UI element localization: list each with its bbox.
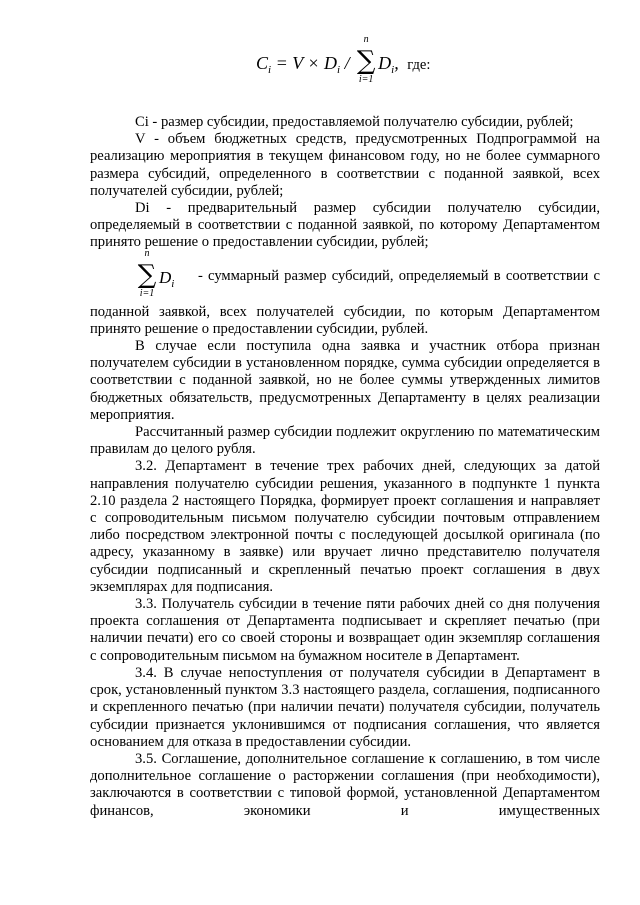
sigma-symbol-icon: ∑ [356, 46, 376, 76]
sum-text-first: - суммарный размер субсидий, определяемый в соответствии с [198, 267, 600, 284]
paragraph-single-application: В случае если поступила одна заявка и участник отбора признан получателем субсидии в установленном порядке, сумма субсидии определяется в соответствии с поданной заявкой, но не более суммы утвержденных лимитов бюджетных обязательств, предусмотренных Департаменту в целях реализации мероприятия. [90, 338, 600, 423]
sum-var: D [159, 267, 172, 287]
formula-body-2: D [378, 53, 392, 73]
paragraph-3-2: 3.2. Департамент в течение трех рабочих дней, следующих за датой направления получателю субсидии решения, указанного в подпункте 1 пункта 2.10 раздела 2 настоящего Порядка, формирует проект соглашения и направляет с сопроводительным письмом получателю субсидии почтовым отправлением либо посредством электронной почты с последующей досылкой оригинала (по адресу, указанному в заявке) или вручает лично представителю получателя субсидии подписанный и скрепленный печатью проект соглашения в двух экземплярах для подписания. [90, 458, 600, 595]
sum-var-sub: i [171, 277, 175, 290]
paragraph-3-3: 3.3. Получатель субсидии в течение пяти рабочих дней со дня получения проекта соглашения от Департамента подписывает и скрепляет печатью (при наличии печати) его со своей стороны и возвращает один экземпляр соглашения с сопроводительным письмом на бумажном носителе в Департамент. [90, 596, 600, 664]
formula-body-1: = V × D [271, 53, 338, 73]
sum-text-rest: поданной заявкой, всех получателей субсидии, по которым Департаментом принято решение о предоставлении субсидии, рублей. [90, 303, 600, 337]
formula-sigma-top: n [363, 34, 369, 45]
paragraph-3-4: 3.4. В случае непоступления от получателя субсидии в Департамент в срок, установленный пунктом 3.3 настоящего раздела, соглашения, подписанного и скрепленного печатью (при наличии печати) получателя субсидии, получатель субсидии признается уклонившимся от подписания соглашения, что является основанием для отказа в предоставлении субсидии. [90, 664, 600, 750]
sum-expression [135, 247, 175, 299]
sigma-symbol-icon: ∑ [137, 259, 157, 290]
formula-lhs-sub: i [268, 64, 272, 76]
formula-body-1-sub: i [337, 64, 341, 76]
formula-expression [256, 34, 431, 85]
subsidy-formula [90, 34, 600, 114]
document-page [90, 34, 600, 820]
formula-lhs: C [256, 53, 269, 73]
sum-sigma-bottom: i=1 [139, 287, 155, 299]
definition-ci: Ci - размер субсидии, предоставляемой получателю субсидии, рублей; [135, 114, 574, 130]
formula-slash: / [340, 53, 355, 73]
formula-sigma-bottom: i=1 [358, 74, 374, 85]
formula-where: где: [407, 57, 431, 73]
definition-v: V - объем бюджетных средств, предусмотренных Подпрограммой на реализацию мероприятия в текущем финансовом году, но не более суммарного размера субсидий, определенного в соответствии с поданной заявкой, всех получателей субсидии, рублей; [90, 131, 600, 199]
definition-di: Di - предварительный размер субсидии получателю субсидии, определяемый в соответствии с поданной заявкой, по которому Департаментом принято решение о предоставлении субсидии, рублей; [90, 200, 600, 251]
formula-comma: , [394, 53, 399, 73]
paragraph-3-5: 3.5. Соглашение, дополнительное соглашение к соглашению, в том числе дополнительное соглашение о расторжении соглашения (при необходимости), заключаются в соответствии с типовой формой, установленной Департаментом финансов, экономики и имущественных [90, 750, 600, 819]
sum-sigma [136, 247, 158, 299]
paragraph-rounding: Рассчитанный размер субсидии подлежит округлению по математическим правилам до целого рубля. [90, 424, 600, 458]
formula-body-2-sub: i [391, 64, 395, 76]
formula-sigma [355, 34, 377, 85]
definition-sum [90, 247, 600, 304]
sum-sigma-top: n [144, 247, 150, 259]
